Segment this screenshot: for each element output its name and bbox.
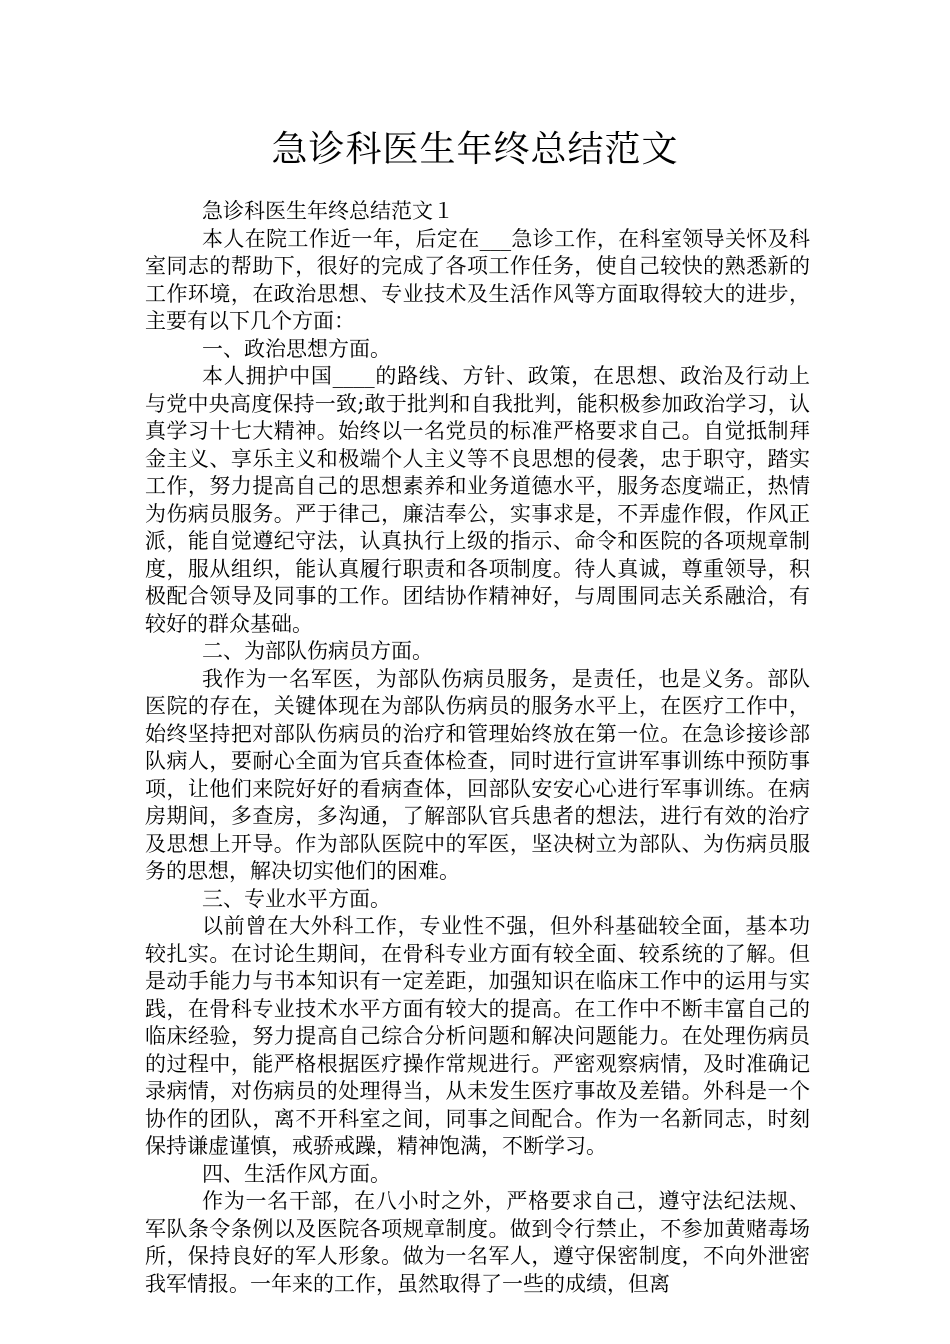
section-heading-professional: 三、专业水平方面。 [202, 886, 391, 911]
paragraph-lifestyle: 作为一名干部，在八小时之外，严格要求自己，遵守法纪法规、军队条令条例以及医院各项规章制度。做到令行禁止，不参加黄赌毒场所，保持良好的军人形象。做为一名军人，遵守保密制度，不向外泄密我军情报。一年来的工作，虽然取得了一些的成绩，但离 [145, 1189, 810, 1296]
document-title: 急诊科医生年终总结范文 [271, 129, 679, 170]
document-body [145, 198, 810, 1298]
paragraph-political: 本人拥护中国____的路线、方针、政策，在思想、政治及行动上与党中央高度保持一致;敢于批判和自我批判，能积极参加政治学习，认真学习十七大精神。始终以一名党员的标准严格要求自己。自觉抵制拜金主义、享乐主义和极端个人主义等不良思想的侵袭，忠于职守，踏实工作，努力提高自己的思想素养和业务道德水平，服务态度端正，热情为伤病员服务。严于律己，廉洁奉公，实事求是，不弄虚作假，作风正派，能自觉遵纪守法，认真执行上级的指示、命令和医院的各项规章制度，服从组织，能认真履行职责和各项制度。待人真诚，尊重领导，积极配合领导及同事的工作。团结协作精神好，与周围同志关系融洽，有较好的群众基础。 [145, 364, 810, 636]
section-heading-lifestyle: 四、生活作风方面。 [202, 1161, 391, 1186]
section-heading-troops: 二、为部队伤病员方面。 [202, 639, 433, 663]
section-heading-political: 一、政治思想方面。 [202, 336, 391, 361]
paragraph-professional: 以前曾在大外科工作，专业性不强，但外科基础较全面，基本功较扎实。在讨论生期间，在骨科专业方面有较全面、较系统的了解。但是动手能力与书本知识有一定差距，加强知识在临床工作中的运用与实践，在骨科专业技术水平方面有较大的提高。在工作中不断丰富自己的临床经验，努力提高自己综合分析问题和解决问题能力。在处理伤病员的过程中，能严格根据医疗操作常规进行。严密观察病情，及时准确记录病情，对伤病员的处理得当，从未发生医疗事故及差错。外科是一个协作的团队，离不开科室之间，同事之间配合。作为一名新同志，时刻保持谦虚谨慎，戒骄戒躁，精神饱满，不断学习。 [145, 914, 810, 1158]
document-subtitle: 急诊科医生年终总结范文１ [202, 199, 454, 223]
paragraph-troops: 我作为一名军医，为部队伤病员服务，是责任，也是义务。部队医院的存在，关键体现在为部队伤病员的服务水平上，在医疗工作中，始终坚持把对部队伤病员的治疗和管理始终放在第一位。在急诊接诊部队病人，要耐心全面为官兵查体检查，同时进行宣讲军事训练中预防事项，让他们来院好好的看病查体，回部队安安心心进行军事训练。在病房期间，多查房，多沟通，了解部队官兵患者的想法，进行有效的治疗及思想上开导。作为部队医院中的军医，坚决树立为部队、为伤病员服务的思想，解决切实他们的困难。 [145, 666, 810, 883]
paragraph-intro: 本人在院工作近一年，后定在___急诊工作，在科室领导关怀及科室同志的帮助下，很好的完成了各项工作任务，使自己较快的熟悉新的工作环境，在政治思想、专业技术及生活作风等方面取得较大的进步，主要有以下几个方面： [145, 226, 810, 333]
